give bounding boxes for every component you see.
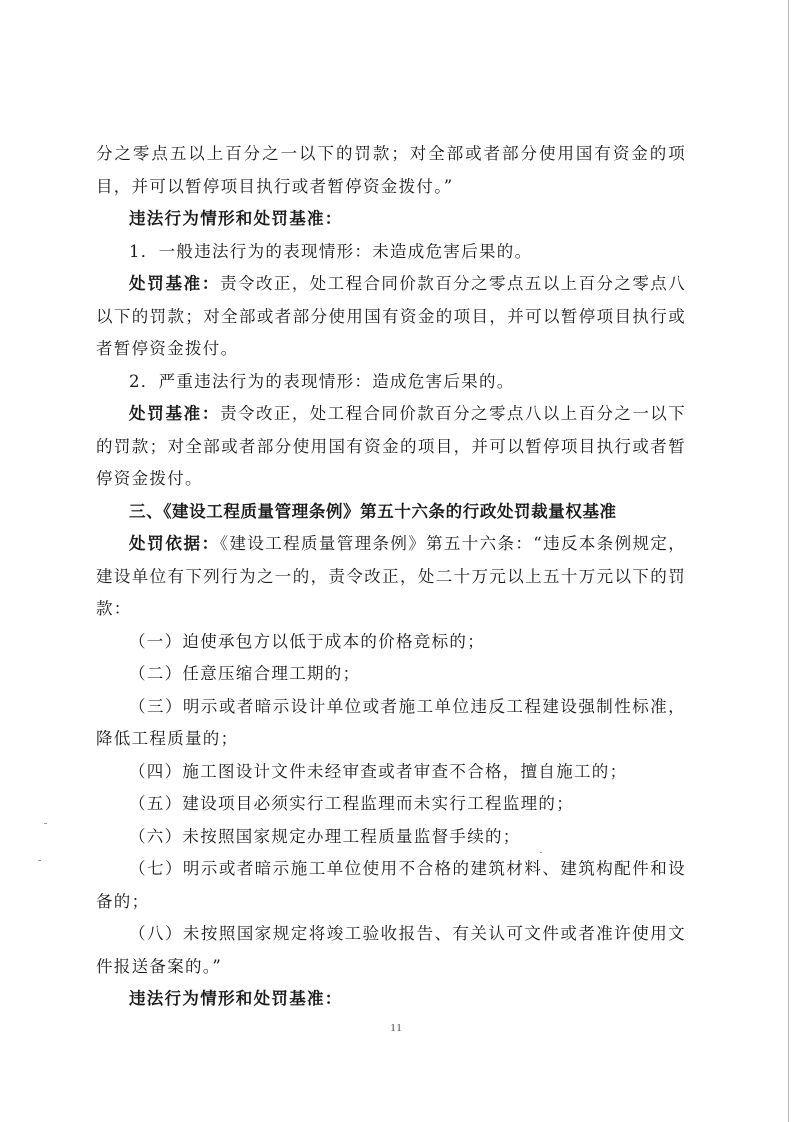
paragraph-penalty-standard (96, 268, 686, 366)
penalty-standard-label: 处罚基准： (129, 404, 221, 423)
section-label-violation: 违法行为情形和处罚基准： (129, 989, 343, 1008)
scan-speck (38, 860, 41, 861)
list-item: （一）迫使承包方以低于成本的价格竞标的； (129, 631, 485, 651)
page-number: 11 (390, 1022, 403, 1034)
paragraph-penalty-basis (96, 528, 686, 626)
penalty-basis-text: 《建设工程质量管理条例》第五十六条：“违反本条例规定，建设单位有下列行为之一的，责令改正，处二十万元以上五十万元以下的罚款： (96, 534, 686, 618)
list-item: （三）明示或者暗示设计单位或者施工单位违反工程建设强制性标准，降低工程质量的； (96, 696, 686, 748)
section-label-violation: 违法行为情形和处罚基准： (129, 209, 343, 228)
paragraph-intro: 分之零点五以上百分之一以下的罚款；对全部或者部分使用国有资金的项目，并可以暂停项目执行或者暂停资金拨付。” (96, 144, 686, 196)
paragraph-serious-violation: 2．严重违法行为的表现情形：造成危害后果的。 (129, 371, 515, 391)
list-item: （二）任意压缩合理工期的； (129, 664, 361, 683)
list-item: （五）建设项目必须实行工程监理而未实行工程监理的； (129, 794, 574, 813)
paragraph-penalty-standard (96, 398, 686, 496)
penalty-standard-text: 责令改正，处工程合同价款百分之零点五以上百分之零点八以下的罚款；对全部或者部分使用国有资金的项目，并可以暂停项目执行或者暂停资金拨付。 (96, 274, 686, 358)
list-item: （七）明示或者暗示施工单位使用不合格的建筑材料、建筑构配件和设备的； (96, 859, 686, 911)
list-item: （四）施工图设计文件未经审查或者审查不合格，擅自施工的； (129, 761, 628, 781)
paragraph-general-violation: 1．一般违法行为的表现情形：未造成危害后果的。 (129, 241, 533, 261)
penalty-standard-label: 处罚基准： (129, 274, 221, 293)
penalty-standard-text: 责令改正，处工程合同价款百分之零点八以上百分之一以下的罚款；对全部或者部分使用国有资金的项目，并可以暂停项目执行或者暂停资金拨付。 (96, 404, 686, 488)
scan-speck (44, 823, 47, 824)
section-heading: 三、《建设工程质量管理条例》第五十六条的行政处罚裁量权基准 (129, 501, 617, 521)
penalty-basis-label: 处罚依据： (129, 534, 220, 553)
list-item: （六）未按照国家规定办理工程质量监督手续的； (129, 826, 521, 846)
page-edge-line (788, 0, 789, 1122)
list-item: （八）未按照国家规定将竣工验收报告、有关认可文件或者准许使用文件报送备案的。” (96, 924, 686, 976)
document-body (96, 138, 686, 1016)
